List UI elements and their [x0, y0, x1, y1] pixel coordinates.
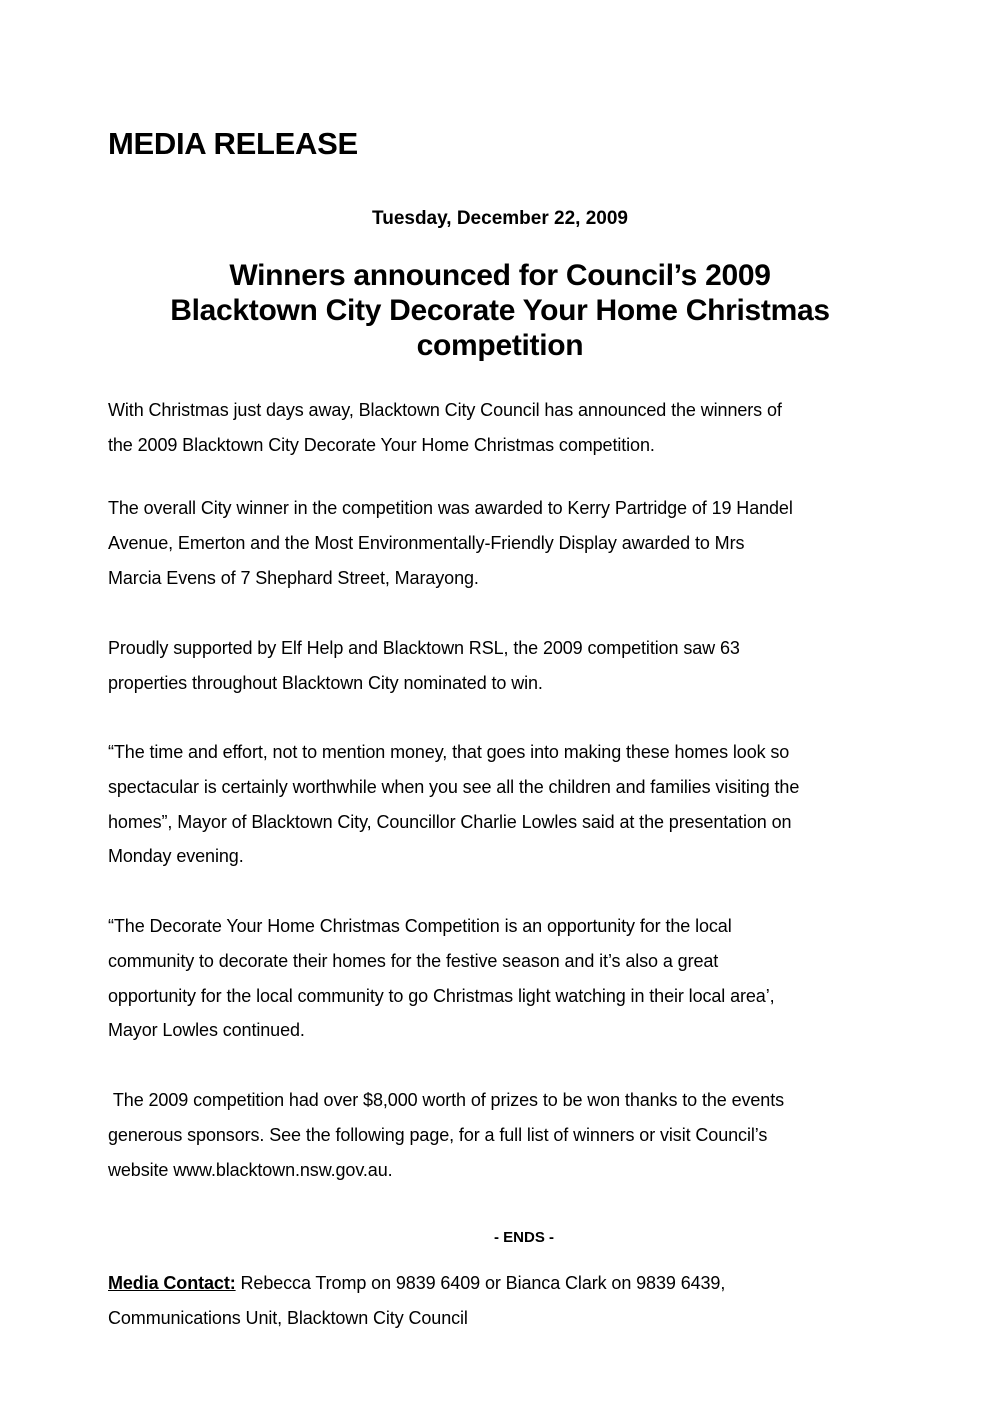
media-contact-line: Communications Unit, Blacktown City Council — [108, 1307, 468, 1328]
paragraph-line: With Christmas just days away, Blacktown City Council has announced the winners of — [108, 400, 782, 420]
paragraph-text: website — [108, 1159, 174, 1180]
paragraph-line: homes”, Mayor of Blacktown City, Councillor Charlie Lowles said at the presentation on — [108, 811, 792, 832]
release-date — [0, 206, 1000, 232]
paragraph-line: The 2009 competition had over $8,000 worth of prizes to be won thanks to the events — [108, 1090, 785, 1110]
paragraph-intro — [108, 393, 908, 463]
paragraph-line: Avenue, Emerton and the Most Environmentally-Friendly Display awarded to Mrs — [108, 532, 745, 553]
paragraph-line: properties throughout Blacktown City nominated to win. — [108, 672, 543, 693]
paragraph-prizes — [108, 1083, 908, 1187]
paragraph-sponsors — [108, 631, 908, 701]
website-link[interactable]: www.blacktown.nsw.gov.au — [173, 1159, 388, 1180]
paragraph-line — [108, 1153, 908, 1188]
headline — [108, 258, 892, 363]
paragraph-line: Monday evening. — [108, 846, 244, 867]
paragraph-winners — [108, 491, 908, 595]
media-contact-line — [108, 1266, 928, 1301]
headline-line: Blacktown City Decorate Your Home Christmas — [170, 294, 830, 327]
paragraph-line: community to decorate their homes for the festive season and it’s also a great — [108, 950, 719, 971]
release-date-text: Tuesday, December 22, 2009 — [372, 208, 628, 229]
paragraph-line: The overall City winner in the competition was awarded to Kerry Partridge of 19 Handel — [108, 498, 793, 518]
media-contact-label: Media Contact: — [108, 1273, 236, 1293]
paragraph-line: generous sponsors. See the following page, for a full list of winners or visit Council’s — [108, 1124, 768, 1145]
paragraph-text: . — [387, 1159, 393, 1180]
paragraph-line: Proudly supported by Elf Help and Blacktown RSL, the 2009 competition saw 63 — [108, 638, 740, 658]
media-contact-details: Rebecca Tromp on 9839 6409 or Bianca Clark on 9839 6439, — [235, 1273, 726, 1293]
paragraph-line: spectacular is certainly worthwhile when you see all the children and families visiting the — [108, 776, 800, 797]
paragraph-line: Marcia Evens of 7 Shephard Street, Marayong. — [108, 567, 479, 588]
paragraph-line: the 2009 Blacktown City Decorate Your Home Christmas competition. — [108, 434, 655, 455]
paragraph-line: “The time and effort, not to mention money, that goes into making these homes look so — [108, 742, 790, 762]
paragraph-line: “The Decorate Your Home Christmas Competition is an opportunity for the local — [108, 916, 732, 936]
headline-line: competition — [416, 329, 584, 362]
media-contact — [108, 1266, 928, 1336]
headline-line: Winners announced for Council’s 2009 — [229, 259, 771, 292]
paragraph-line: opportunity for the local community to go Christmas light watching in their local area’, — [108, 985, 775, 1006]
ends-marker: - ENDS - — [494, 1229, 554, 1246]
paragraph-line: Mayor Lowles continued. — [108, 1020, 305, 1041]
document-title: MEDIA RELEASE — [108, 126, 358, 161]
paragraph-mayor-quote — [108, 735, 908, 874]
paragraph-competition-quote — [108, 909, 908, 1048]
